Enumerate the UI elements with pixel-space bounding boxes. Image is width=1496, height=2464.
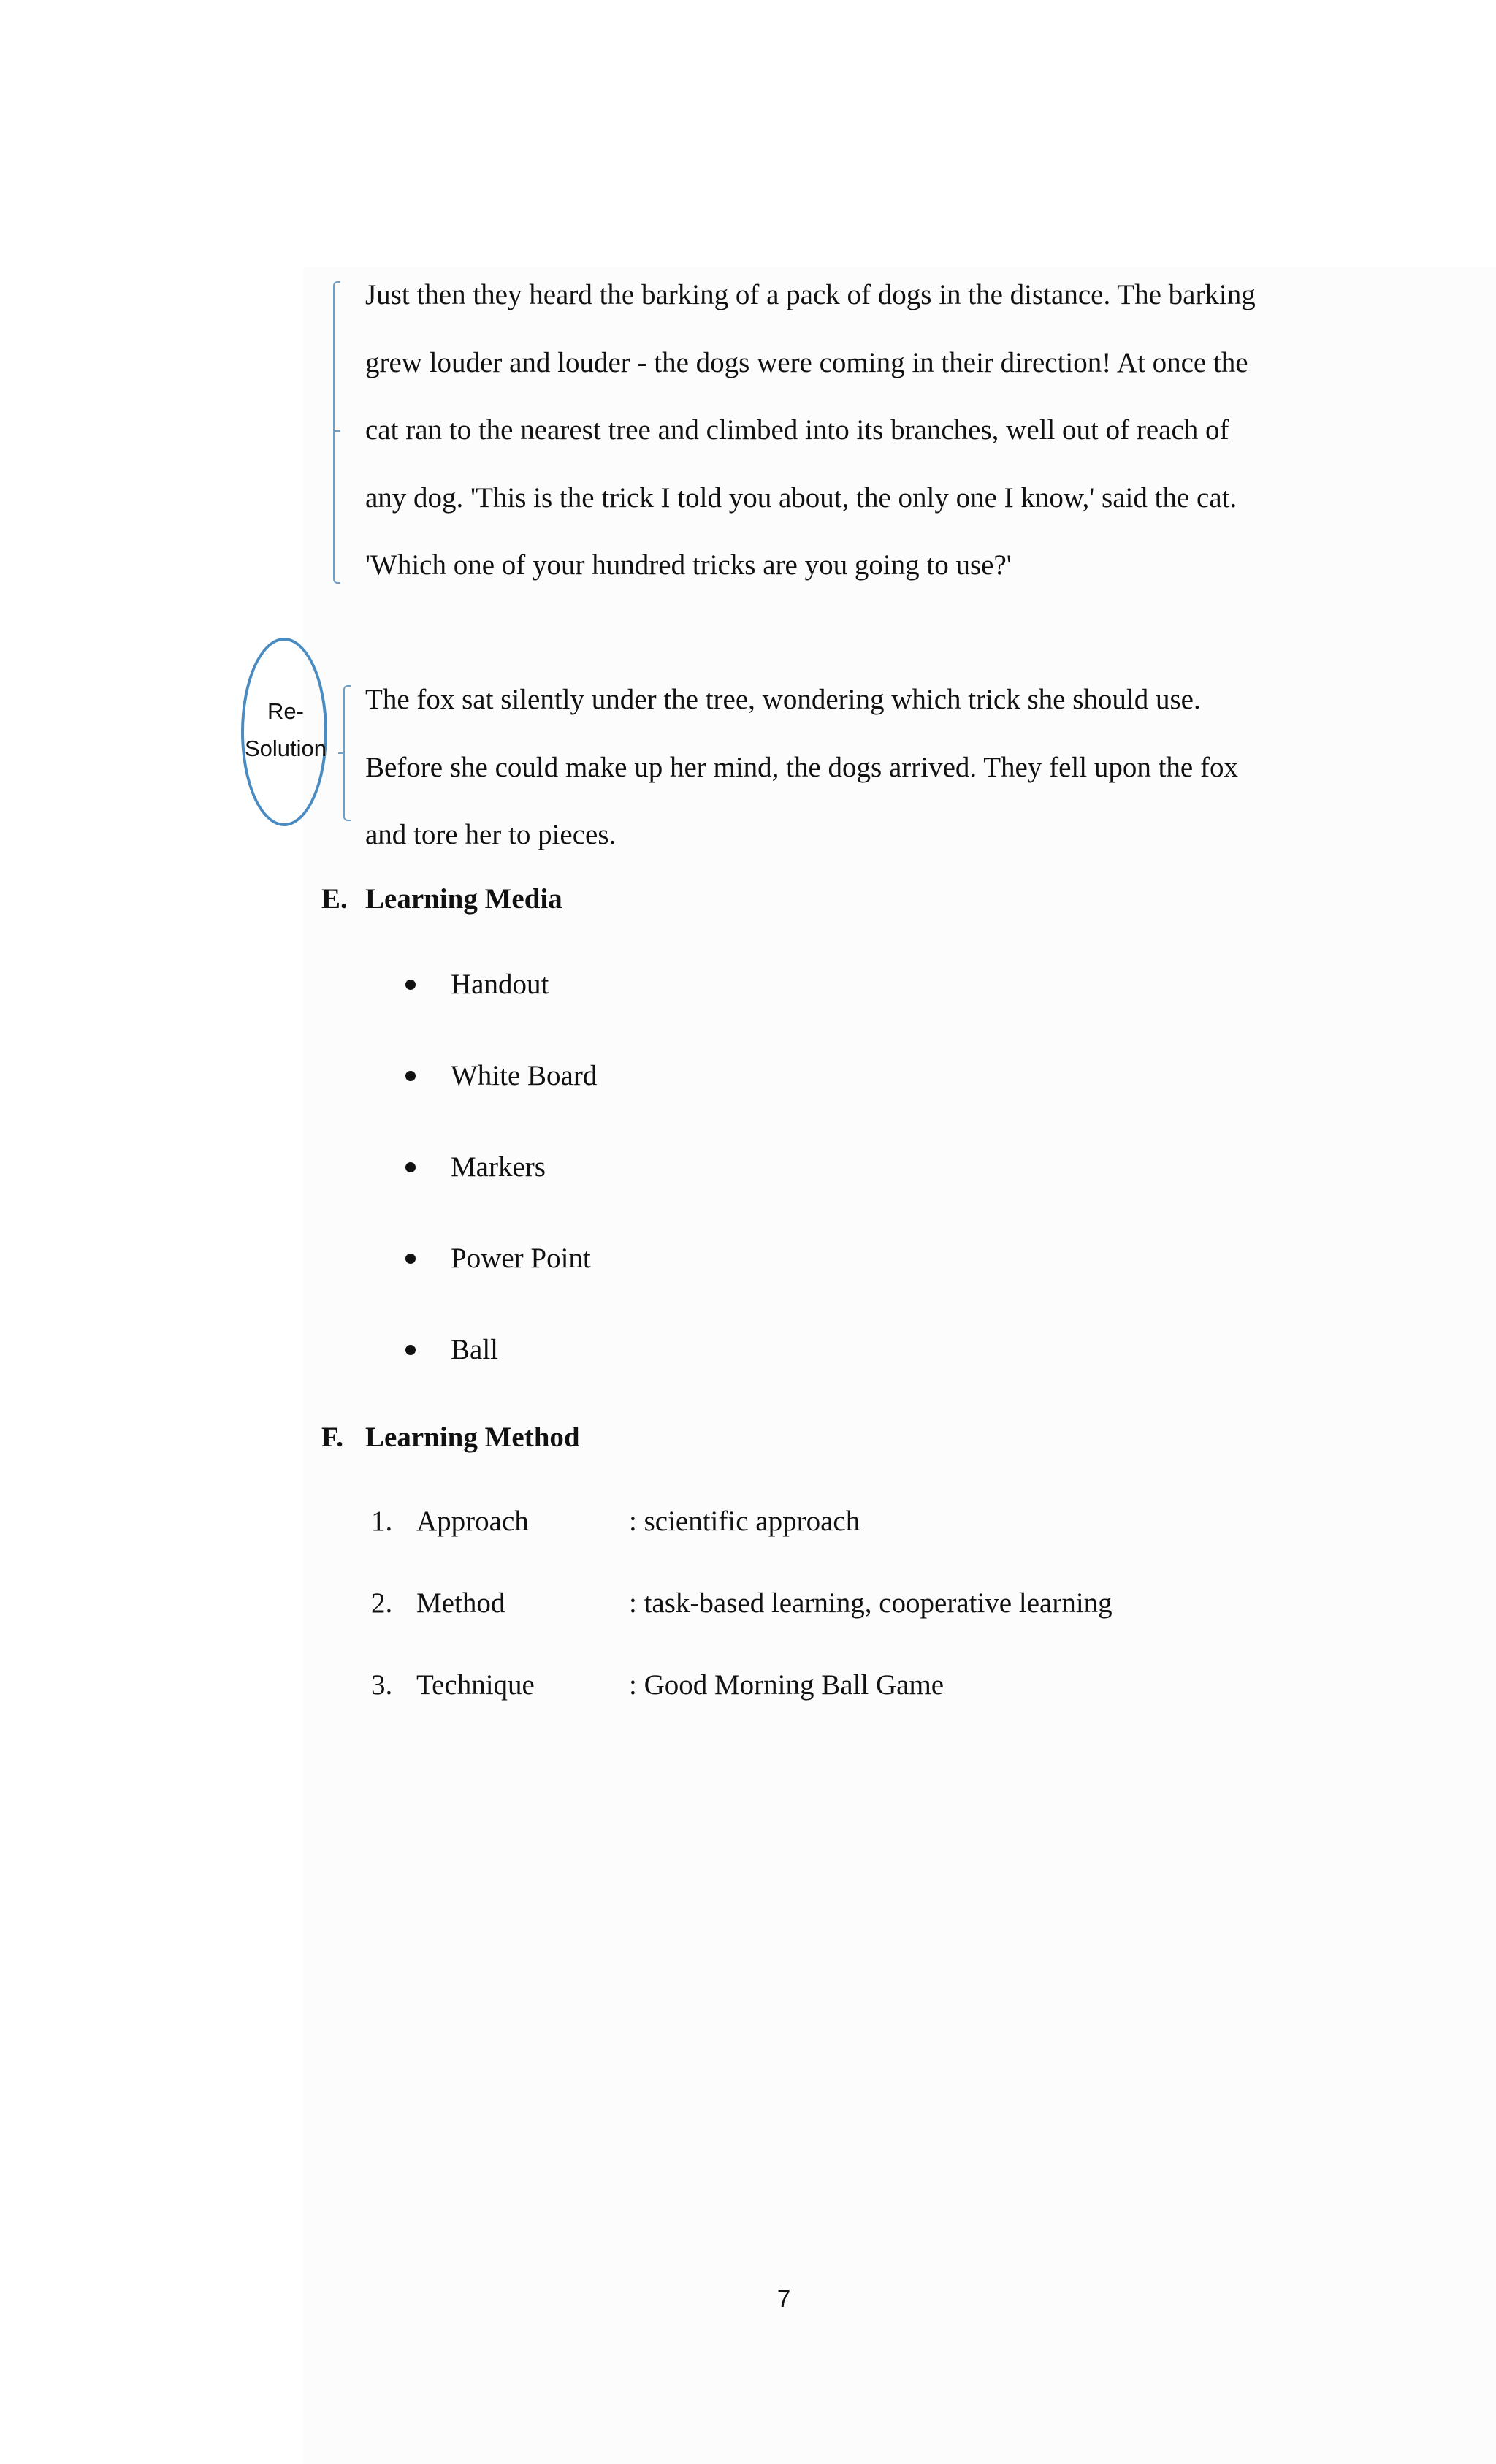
list-item-text: Power Point (451, 1243, 591, 1274)
paragraph-line: and tore her to pieces. (365, 819, 617, 850)
section-title: Learning Media (365, 883, 562, 915)
page-number: 7 (776, 2285, 791, 2312)
paragraph-line: grew louder and louder - the dogs were coming in their direction! At once the (365, 346, 1248, 378)
paragraph-line: Before she could make up her mind, the dogs arrived. They fell upon the fox (365, 751, 1238, 783)
bracket-tip (338, 752, 344, 754)
bullet-icon (405, 1071, 416, 1081)
bullet-icon (405, 1254, 416, 1264)
section-letter: E. (321, 883, 348, 915)
story-paragraph (365, 666, 1308, 869)
paragraph-bracket (333, 281, 340, 584)
method-description: : task-based learning, cooperative learning (629, 1587, 1113, 1619)
section-heading-learning-method (321, 1421, 580, 1454)
story-paragraph (365, 262, 1308, 600)
paragraph-line: The fox sat silently under the tree, wondering which trick she should use. (365, 684, 1201, 715)
list-item-text: Handout (451, 969, 549, 1000)
bracket-tip (335, 430, 340, 432)
bullet-icon (405, 1345, 416, 1355)
method-description: : scientific approach (629, 1506, 860, 1537)
paragraph-line: 'Which one of your hundred tricks are you going to use?' (365, 549, 1012, 581)
resolution-label-line: Re- (267, 698, 304, 724)
list-item-text: Ball (451, 1334, 498, 1365)
section-heading-learning-media (321, 882, 562, 915)
resolution-label (234, 693, 337, 767)
method-number: 1. (371, 1506, 393, 1537)
method-term: Method (416, 1587, 505, 1619)
method-term: Approach (416, 1506, 529, 1537)
paragraph-bracket (343, 685, 351, 821)
list-item-text: White Board (451, 1060, 598, 1091)
method-number: 3. (371, 1669, 393, 1701)
list-item-text: Markers (451, 1151, 546, 1183)
bullet-icon (405, 980, 416, 990)
method-description: : Good Morning Ball Game (629, 1669, 944, 1701)
paragraph-line: cat ran to the nearest tree and climbed into its branches, well out of reach of (365, 414, 1229, 446)
section-letter: F. (321, 1422, 343, 1453)
method-term: Technique (416, 1669, 535, 1701)
section-title: Learning Method (365, 1422, 580, 1453)
bullet-icon (405, 1162, 416, 1172)
paragraph-line: any dog. 'This is the trick I told you about, the only one I know,' said the cat. (365, 481, 1237, 514)
paragraph-line: Just then they heard the barking of a pack of dogs in the distance. The barking (365, 279, 1256, 310)
resolution-label-line: Solution (244, 736, 327, 761)
method-number: 2. (371, 1587, 393, 1619)
